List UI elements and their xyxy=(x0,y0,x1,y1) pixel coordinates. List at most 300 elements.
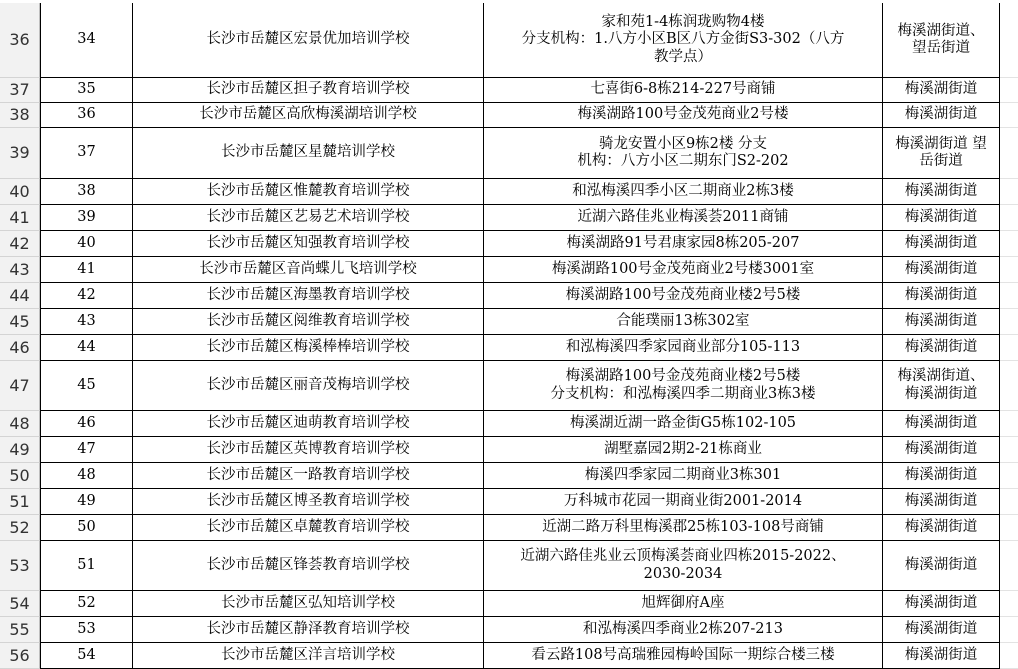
cell-address[interactable] xyxy=(484,309,883,335)
school-name-text: 长沙市岳麓区梅溪棒棒培训学校 xyxy=(206,338,410,355)
street-line: 梅溪湖街道 xyxy=(904,260,978,277)
row-header[interactable] xyxy=(0,335,40,361)
row-header[interactable] xyxy=(0,128,40,179)
address-line: 梅溪湖路100号金茂苑商业楼2号5楼 xyxy=(565,286,801,303)
cell-school-name[interactable] xyxy=(133,78,484,103)
address-line: 骑龙安置小区9栋2楼 分支 xyxy=(598,135,768,152)
cell-serial-number[interactable] xyxy=(40,3,133,78)
cell-address[interactable] xyxy=(484,489,883,515)
school-name-text: 长沙市岳麓区阅维教育培训学校 xyxy=(206,312,410,329)
row-header-number: 56 xyxy=(9,645,30,665)
row-header[interactable] xyxy=(0,515,40,541)
cell-street[interactable] xyxy=(883,591,1000,617)
cell-street[interactable] xyxy=(883,643,1000,669)
cell-address[interactable] xyxy=(484,411,883,437)
cell-empty[interactable] xyxy=(1000,103,1018,128)
school-name-text: 长沙市岳麓区音尚蝶儿飞培训学校 xyxy=(199,260,417,277)
cell-empty[interactable] xyxy=(1000,309,1018,335)
serial-number-text: 46 xyxy=(77,414,96,431)
cell-address[interactable] xyxy=(484,335,883,361)
cell-serial-number[interactable] xyxy=(40,463,133,489)
cell-address[interactable] xyxy=(484,437,883,463)
cell-serial-number[interactable] xyxy=(40,78,133,103)
street-lines xyxy=(905,209,978,226)
street-lines xyxy=(905,647,978,664)
serial-number-text: 45 xyxy=(77,376,96,393)
street-line: 梅溪湖街道、 xyxy=(897,368,985,385)
street-line: 岳街道 xyxy=(919,153,963,169)
cell-empty[interactable] xyxy=(1000,541,1018,591)
serial-number-text: 37 xyxy=(77,144,96,161)
address-lines xyxy=(552,261,814,278)
table-row xyxy=(0,541,1018,591)
cell-serial-number[interactable] xyxy=(40,437,133,463)
address-lines xyxy=(531,647,834,664)
cell-serial-number[interactable] xyxy=(40,411,133,437)
row-header[interactable] xyxy=(0,78,40,103)
cell-address[interactable] xyxy=(484,643,883,669)
row-header-number: 36 xyxy=(9,30,30,50)
table-row xyxy=(0,489,1018,515)
address-lines xyxy=(577,136,788,171)
cell-address[interactable] xyxy=(484,205,883,231)
cell-address[interactable] xyxy=(484,103,883,128)
table-row xyxy=(0,591,1018,617)
street-lines xyxy=(905,183,978,200)
address-lines xyxy=(566,339,800,356)
cell-school-name[interactable] xyxy=(133,309,484,335)
cell-empty[interactable] xyxy=(1000,643,1018,669)
cell-serial-number[interactable] xyxy=(40,309,133,335)
cell-school-name[interactable] xyxy=(133,103,484,128)
row-header-number: 55 xyxy=(9,619,30,639)
serial-number-text: 43 xyxy=(77,312,96,329)
street-line: 梅溪湖街道 xyxy=(904,182,978,199)
street-line: 梅溪湖街道、 xyxy=(897,22,985,39)
street-lines xyxy=(905,493,978,510)
serial-number-text: 48 xyxy=(77,466,96,483)
address-line: 和泓梅溪四季商业2栋207-213 xyxy=(583,620,783,637)
cell-school-name[interactable] xyxy=(133,335,484,361)
cell-street[interactable] xyxy=(883,411,1000,437)
cell-school-name[interactable] xyxy=(133,643,484,669)
cell-address[interactable] xyxy=(484,179,883,205)
address-lines xyxy=(578,106,789,123)
street-lines xyxy=(905,467,978,484)
cell-serial-number[interactable] xyxy=(40,541,133,591)
address-lines xyxy=(522,14,845,66)
cell-address[interactable] xyxy=(484,283,883,309)
cell-street[interactable] xyxy=(883,231,1000,257)
cell-school-name[interactable] xyxy=(133,205,484,231)
row-header-number: 40 xyxy=(9,181,30,201)
address-lines xyxy=(551,368,816,403)
address-lines xyxy=(567,235,800,252)
cell-address[interactable] xyxy=(484,257,883,283)
address-lines xyxy=(572,183,793,200)
street-line: 梅溪湖街道 xyxy=(904,620,978,637)
cell-school-name[interactable] xyxy=(133,591,484,617)
address-line: 和泓梅溪四季小区二期商业2栋3楼 xyxy=(572,182,794,199)
serial-number-text: 50 xyxy=(77,518,96,535)
address-line: 近湖二路万科里梅溪郡25栋103-108号商铺 xyxy=(542,518,824,535)
address-line: 梅溪湖近湖一路金街G5栋102-105 xyxy=(569,414,797,431)
address-line: 分支机构：1.八方小区B区八方金街S3-302（八方 xyxy=(521,31,845,48)
row-header[interactable] xyxy=(0,103,40,128)
street-line: 梅溪湖街道 xyxy=(904,286,978,303)
address-lines xyxy=(578,209,789,226)
cell-empty[interactable] xyxy=(1000,3,1018,78)
address-line: 梅溪四季家园二期商业3栋301 xyxy=(584,466,782,483)
school-name-text: 长沙市岳麓区卓麓教育培训学校 xyxy=(206,518,410,535)
table-row xyxy=(0,643,1018,669)
address-line: 2030-2034 xyxy=(643,565,723,582)
address-line: 机构：八方小区二期东门S2-202 xyxy=(577,153,789,169)
street-line: 梅溪湖街道 xyxy=(904,385,978,402)
table-row xyxy=(0,411,1018,437)
cell-serial-number[interactable] xyxy=(40,103,133,128)
cell-serial-number[interactable] xyxy=(40,257,133,283)
cell-serial-number[interactable] xyxy=(40,231,133,257)
street-lines xyxy=(905,415,978,432)
street-line: 梅溪湖街道 xyxy=(904,414,978,431)
table-row xyxy=(0,361,1018,411)
address-lines xyxy=(566,287,801,304)
cell-empty[interactable] xyxy=(1000,515,1018,541)
row-header-number: 53 xyxy=(9,555,30,575)
school-name-text: 长沙市岳麓区丽音茂梅培训学校 xyxy=(206,376,410,393)
cell-serial-number[interactable] xyxy=(40,128,133,179)
cell-street[interactable] xyxy=(883,3,1000,78)
serial-number-text: 47 xyxy=(77,440,96,457)
table-row xyxy=(0,205,1018,231)
cell-empty[interactable] xyxy=(1000,78,1018,103)
cell-street[interactable] xyxy=(883,437,1000,463)
table-row xyxy=(0,437,1018,463)
row-header-number: 47 xyxy=(9,375,30,395)
cell-address[interactable] xyxy=(484,617,883,643)
cell-empty[interactable] xyxy=(1000,411,1018,437)
school-name-text: 长沙市岳麓区博圣教育培训学校 xyxy=(206,492,410,509)
cell-school-name[interactable] xyxy=(133,231,484,257)
row-header[interactable] xyxy=(0,309,40,335)
serial-number-text: 44 xyxy=(77,338,96,355)
table-row xyxy=(0,103,1018,128)
row-header-number: 44 xyxy=(9,285,30,305)
cell-school-name[interactable] xyxy=(133,617,484,643)
table-row xyxy=(0,78,1018,103)
serial-number-text: 35 xyxy=(77,81,96,98)
cell-street[interactable] xyxy=(883,283,1000,309)
serial-number-text: 53 xyxy=(77,620,96,637)
cell-street[interactable] xyxy=(883,309,1000,335)
row-header-number: 50 xyxy=(9,465,30,485)
cell-empty[interactable] xyxy=(1000,617,1018,643)
street-lines xyxy=(905,235,978,252)
address-lines xyxy=(570,415,796,432)
cell-street[interactable] xyxy=(883,78,1000,103)
street-line: 梅溪湖街道 xyxy=(904,466,978,483)
street-lines xyxy=(905,106,978,123)
cell-empty[interactable] xyxy=(1000,257,1018,283)
address-line: 梅溪湖路91号君康家园8栋205-207 xyxy=(566,234,800,251)
cell-street[interactable] xyxy=(883,257,1000,283)
street-lines xyxy=(898,368,985,403)
row-header[interactable] xyxy=(0,591,40,617)
table-row xyxy=(0,257,1018,283)
address-lines xyxy=(542,519,824,536)
table-row xyxy=(0,309,1018,335)
table-row xyxy=(0,515,1018,541)
cell-address[interactable] xyxy=(484,128,883,179)
row-header-number: 48 xyxy=(9,413,30,433)
cell-empty[interactable] xyxy=(1000,489,1018,515)
address-line: 合能璞丽13栋302室 xyxy=(616,312,750,329)
school-name-text: 长沙市岳麓区一路教育培训学校 xyxy=(206,466,410,483)
cell-street[interactable] xyxy=(883,128,1000,179)
cell-school-name[interactable] xyxy=(133,361,484,411)
cell-empty[interactable] xyxy=(1000,335,1018,361)
cell-school-name[interactable] xyxy=(133,411,484,437)
street-lines xyxy=(905,557,978,574)
cell-empty[interactable] xyxy=(1000,128,1018,179)
cell-street[interactable] xyxy=(883,103,1000,128)
cell-serial-number[interactable] xyxy=(40,283,133,309)
row-header-number: 49 xyxy=(9,439,30,459)
address-line: 梅溪湖路100号金茂苑商业2号楼 xyxy=(577,106,789,123)
serial-number-text: 39 xyxy=(77,208,96,225)
school-name-text: 长沙市岳麓区静泽教育培训学校 xyxy=(206,620,410,637)
serial-number-text: 40 xyxy=(77,234,96,251)
table-row xyxy=(0,335,1018,361)
serial-number-text: 42 xyxy=(77,286,96,303)
cell-empty[interactable] xyxy=(1000,179,1018,205)
cell-school-name[interactable] xyxy=(133,515,484,541)
address-line: 分支机构：和泓梅溪四季二期商业3栋3楼 xyxy=(550,385,816,402)
row-header-number: 46 xyxy=(9,337,30,357)
address-lines xyxy=(585,467,781,484)
cell-street[interactable] xyxy=(883,335,1000,361)
cell-serial-number[interactable] xyxy=(40,515,133,541)
cell-serial-number[interactable] xyxy=(40,643,133,669)
street-lines xyxy=(895,136,987,171)
address-line: 近湖六路佳兆业云顶梅溪荟商业四栋2015-2022、 xyxy=(520,548,846,565)
address-line: 和泓梅溪四季家园商业部分105-113 xyxy=(565,338,801,355)
address-line: 旭辉御府A座 xyxy=(641,594,725,611)
row-header[interactable] xyxy=(0,361,40,411)
address-line: 看云路108号高瑞雅园梅岭国际一期综合楼三楼 xyxy=(531,646,835,663)
address-lines xyxy=(604,441,762,458)
address-line: 教学点） xyxy=(653,48,712,65)
row-header-number: 43 xyxy=(9,259,30,279)
street-line: 梅溪湖街道 xyxy=(904,234,978,251)
cell-street[interactable] xyxy=(883,617,1000,643)
address-lines xyxy=(642,595,725,612)
cell-school-name[interactable] xyxy=(133,463,484,489)
street-lines xyxy=(905,81,978,98)
school-name-text: 长沙市岳麓区弘知培训学校 xyxy=(221,594,395,611)
cell-serial-number[interactable] xyxy=(40,591,133,617)
street-lines xyxy=(905,595,978,612)
street-lines xyxy=(905,621,978,638)
address-lines xyxy=(520,548,845,583)
street-lines xyxy=(905,287,978,304)
serial-number-text: 54 xyxy=(77,646,96,663)
row-header[interactable] xyxy=(0,3,40,78)
street-lines xyxy=(905,441,978,458)
cell-address[interactable] xyxy=(484,78,883,103)
cell-serial-number[interactable] xyxy=(40,205,133,231)
address-line: 近湖六路佳兆业梅溪荟2011商铺 xyxy=(577,208,789,225)
street-line: 望岳街道 xyxy=(912,40,970,56)
row-header[interactable] xyxy=(0,643,40,669)
row-header-number: 41 xyxy=(9,207,30,227)
street-line: 梅溪湖街道 xyxy=(904,492,978,509)
table-row xyxy=(0,128,1018,179)
street-line: 梅溪湖街道 xyxy=(904,440,978,457)
row-header-number: 38 xyxy=(9,105,30,125)
address-lines xyxy=(590,81,775,98)
address-line: 湖墅嘉园2期2-21栋商业 xyxy=(604,440,762,457)
street-line: 梅溪湖街道 xyxy=(904,594,978,611)
row-header[interactable] xyxy=(0,283,40,309)
address-line: 家和苑1-4栋润珑购物4楼 xyxy=(601,13,765,30)
table-row xyxy=(0,231,1018,257)
street-lines xyxy=(905,339,978,356)
school-name-text: 长沙市岳麓区担子教育培训学校 xyxy=(206,81,410,98)
cell-school-name[interactable] xyxy=(133,128,484,179)
cell-address[interactable] xyxy=(484,3,883,78)
street-line: 梅溪湖街道 xyxy=(904,81,978,98)
address-line: 万科城市花园一期商业街2001-2014 xyxy=(563,492,803,509)
row-header-number: 51 xyxy=(9,491,30,511)
cell-school-name[interactable] xyxy=(133,3,484,78)
school-name-text: 长沙市岳麓区艺易艺术培训学校 xyxy=(206,208,410,225)
cell-serial-number[interactable] xyxy=(40,617,133,643)
street-line: 梅溪湖街道 xyxy=(904,646,978,663)
address-line: 七喜街6-8栋214-227号商铺 xyxy=(590,81,776,98)
school-name-text: 长沙市岳麓区知强教育培训学校 xyxy=(206,234,410,251)
street-lines xyxy=(905,519,978,536)
cell-empty[interactable] xyxy=(1000,463,1018,489)
table-row xyxy=(0,179,1018,205)
cell-serial-number[interactable] xyxy=(40,361,133,411)
cell-empty[interactable] xyxy=(1000,231,1018,257)
school-name-text: 长沙市岳麓区星麓培训学校 xyxy=(221,144,395,161)
row-header[interactable] xyxy=(0,205,40,231)
serial-number-text: 38 xyxy=(77,182,96,199)
cell-serial-number[interactable] xyxy=(40,335,133,361)
cell-empty[interactable] xyxy=(1000,205,1018,231)
cell-street[interactable] xyxy=(883,205,1000,231)
row-header[interactable] xyxy=(0,463,40,489)
cell-street[interactable] xyxy=(883,179,1000,205)
row-header-number: 54 xyxy=(9,593,30,613)
street-line: 梅溪湖街道 xyxy=(904,556,978,573)
serial-number-text: 52 xyxy=(77,594,96,611)
row-header[interactable] xyxy=(0,231,40,257)
cell-empty[interactable] xyxy=(1000,283,1018,309)
cell-address[interactable] xyxy=(484,463,883,489)
serial-number-text: 49 xyxy=(77,492,96,509)
street-line: 梅溪湖街道 xyxy=(904,518,978,535)
street-line: 梅溪湖街道 xyxy=(904,106,978,123)
street-line: 梅溪湖街道 xyxy=(904,312,978,329)
cell-street[interactable] xyxy=(883,463,1000,489)
row-header-number: 52 xyxy=(9,517,30,537)
row-header[interactable] xyxy=(0,179,40,205)
cell-empty[interactable] xyxy=(1000,361,1018,411)
cell-address[interactable] xyxy=(484,591,883,617)
address-lines xyxy=(583,621,783,638)
row-header[interactable] xyxy=(0,411,40,437)
school-name-text: 长沙市岳麓区惟麓教育培训学校 xyxy=(206,182,410,199)
school-name-text: 长沙市岳麓区迪萌教育培训学校 xyxy=(206,414,410,431)
cell-school-name[interactable] xyxy=(133,257,484,283)
row-header[interactable] xyxy=(0,257,40,283)
row-header-number: 39 xyxy=(9,143,30,163)
address-lines xyxy=(616,313,749,330)
table-row xyxy=(0,463,1018,489)
school-name-text: 长沙市岳麓区英博教育培训学校 xyxy=(206,440,410,457)
street-line: 梅溪湖街道 xyxy=(904,338,978,355)
serial-number-text: 36 xyxy=(77,106,96,123)
serial-number-text: 34 xyxy=(77,31,96,48)
address-line: 梅溪湖路100号金茂苑商业2号楼3001室 xyxy=(551,260,815,277)
row-header[interactable] xyxy=(0,541,40,591)
cell-street[interactable] xyxy=(883,361,1000,411)
cell-street[interactable] xyxy=(883,489,1000,515)
school-name-text: 长沙市岳麓区高欣梅溪湖培训学校 xyxy=(199,106,417,123)
address-lines xyxy=(564,493,802,510)
cell-street[interactable] xyxy=(883,515,1000,541)
cell-empty[interactable] xyxy=(1000,437,1018,463)
street-line: 梅溪湖街道 xyxy=(904,208,978,225)
table-row xyxy=(0,3,1018,78)
row-header[interactable] xyxy=(0,489,40,515)
school-name-text: 长沙市岳麓区海墨教育培训学校 xyxy=(206,286,410,303)
cell-address[interactable] xyxy=(484,515,883,541)
cell-empty[interactable] xyxy=(1000,591,1018,617)
cell-address[interactable] xyxy=(484,361,883,411)
school-name-text: 长沙市岳麓区洋言培训学校 xyxy=(221,646,395,663)
cell-address[interactable] xyxy=(484,231,883,257)
row-header-number: 45 xyxy=(9,311,30,331)
row-header[interactable] xyxy=(0,617,40,643)
table-row xyxy=(0,617,1018,643)
row-header-number: 42 xyxy=(9,233,30,253)
school-name-text: 长沙市岳麓区锋荟教育培训学校 xyxy=(206,556,410,573)
cell-school-name[interactable] xyxy=(133,283,484,309)
address-line: 梅溪湖路100号金茂苑商业楼2号5楼 xyxy=(565,368,801,385)
cell-street[interactable] xyxy=(883,541,1000,591)
school-name-text: 长沙市岳麓区宏景优加培训学校 xyxy=(206,31,410,48)
table-row xyxy=(0,283,1018,309)
cell-school-name[interactable] xyxy=(133,489,484,515)
cell-serial-number[interactable] xyxy=(40,179,133,205)
row-header[interactable] xyxy=(0,437,40,463)
cell-school-name[interactable] xyxy=(133,437,484,463)
serial-number-text: 41 xyxy=(77,260,96,277)
street-lines xyxy=(898,23,985,58)
row-header-number: 37 xyxy=(9,80,30,100)
cell-school-name[interactable] xyxy=(133,179,484,205)
cell-school-name[interactable] xyxy=(133,541,484,591)
street-line: 梅溪湖街道 望 xyxy=(895,135,987,152)
cell-serial-number[interactable] xyxy=(40,489,133,515)
cell-address[interactable] xyxy=(484,541,883,591)
serial-number-text: 51 xyxy=(77,556,96,573)
